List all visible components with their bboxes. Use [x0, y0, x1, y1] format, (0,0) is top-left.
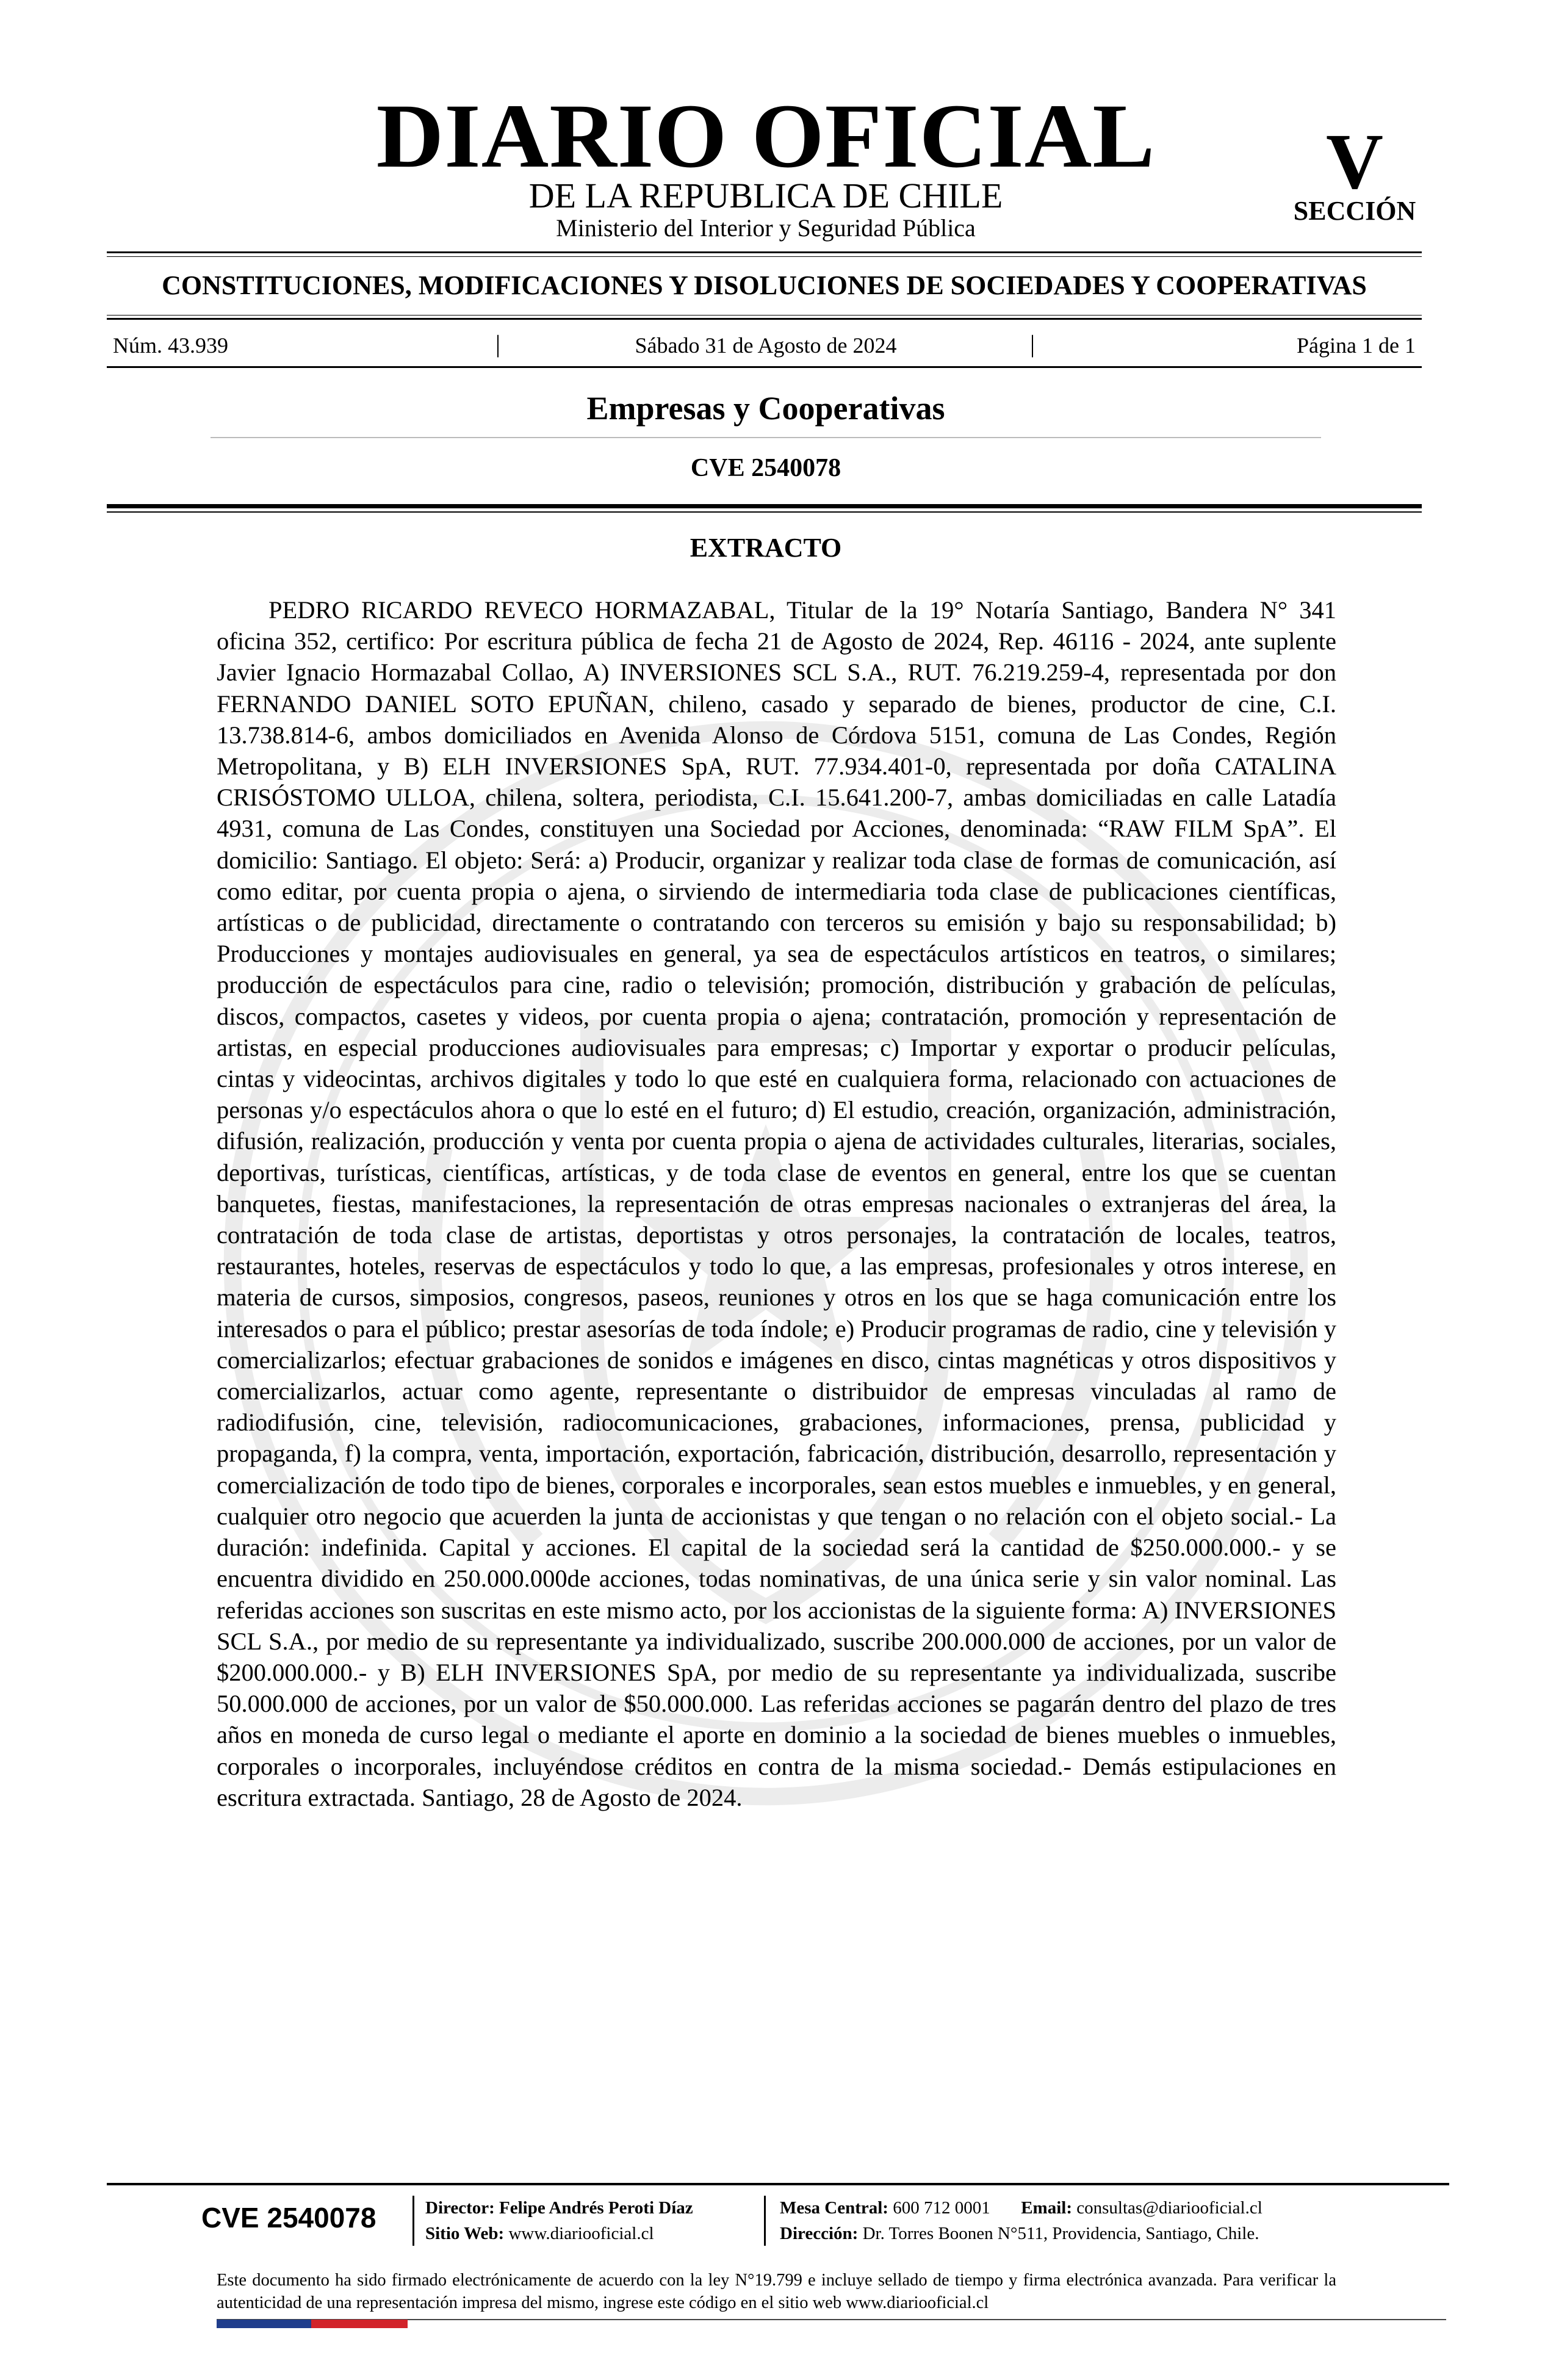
newspaper-subtitle: DE LA REPUBLICA DE CHILE — [528, 176, 1003, 215]
header-rule-mid-thin — [107, 315, 1422, 316]
footer-phone-email — [780, 2199, 1262, 2217]
category-title: Empresas y Cooperativas — [586, 390, 945, 427]
director-value: Felipe Andrés Peroti Díaz — [499, 2198, 693, 2218]
phone-label: Mesa Central: — [780, 2198, 888, 2218]
section-letter: V — [1326, 118, 1383, 206]
title-rule-thin — [107, 511, 1422, 513]
footer-divider — [764, 2196, 766, 2246]
flag-stripe-red — [311, 2320, 408, 2328]
newspaper-title: DIARIO OFICIAL — [376, 85, 1156, 187]
address-label: Dirección: — [780, 2224, 859, 2243]
website-label: Sitio Web: — [425, 2224, 505, 2243]
footer-director — [425, 2199, 693, 2217]
issue-separator: | — [495, 330, 501, 358]
extract-body: PEDRO RICARDO REVECO HORMAZABAL, Titular de la 19° Notaría Santiago, Bandera N° 341 oficina 352, certifico: Por escritura pública de fecha 21 de Agosto de 2024, Rep. 46116 - 2024, ante suplente Javier Ignacio Hormazabal Collao, A) INVERSIONES SCL S.A., RUT. 76.219.259-4, representada por don FERNANDO DANIEL SOTO EPUÑAN, chileno, casado y separado de bienes, productor de cine, C.I. 13.738.814-6, ambos domiciliados en Avenida Alonso de Córdova 5151, comuna de Las Condes, Región Metropolitana, y B) ELH INVERSIONES SpA, RUT. 77.934.401-0, representada por doña CATALINA CRISÓSTOMO ULLOA, chilena, soltera, periodista, C.I. 15.641.200-7, ambas domiciliadas en calle Latadía 4931, comuna de Las Condes, constituyen una Sociedad por Acciones, denominada: “RAW FILM SpA”. El domicilio: Santiago. El objeto: Será: a) Producir, organizar y realizar toda clase de formas de comunicación, así como editar, por cuenta propia o ajena, o sirviendo de intermediaria toda clase de publicaciones científicas, artísticas o de publicidad, directamente o contratando con terceros su emisión y bajo su responsabilidad; b) Producciones y montajes audiovisuales en general, ya sea de espectáculos artísticos en teatros, o similares; producción de espectáculos para cine, radio o televisión; promoción, distribución y grabación de películas, discos, compactos, casetes y videos, por cuenta propia o ajena; contratación, promoción y representación de artistas, en especial producciones audiovisuales para empresas; c) Importar y exportar o producir películas, cintas y videocintas, archivos digitales y todo lo que esté en cualquiera forma, relacionado con actuaciones de personas y/o espectáculos ahora o que lo esté en el futuro; d) El estudio, creación, organización, administración, difusión, realización, producción y venta por cuenta propia o ajena de actividades culturales, literarias, sociales, deportivas, turísticas, científicas, artísticas, y de toda clase de eventos en general, entre los que se cuentan banquetes, fiestas, manifestaciones, la representación de otras empresas nacionales o extranjeras del área, la contratación de toda clase de artistas, deportistas y otros personajes, la contratación de locales, teatros, restaurantes, hoteles, reservas de espectáculos y todo lo que, a las empresas, profesionales y otros interese, en materia de cursos, simposios, congresos, paseos, reuniones y otros en los que se haga comunicación entre los interesados o para el público; prestar asesorías de toda índole; e) Producir programas de radio, cine y televisión y comercializarlos; efectuar grabaciones de sonidos e imágenes en disco, cintas magnéticas y otros dispositivos y comercializarlos, actuar como agente, representante o distribuidor de empresas vinculadas al ramo de radiodifusión, cine, televisión, radiocomunicaciones, grabaciones, informaciones, prensa, publicidad y propaganda, f) la compra, venta, importación, exportación, fabricación, distribución, desarrollo, representación y comercialización de todo tipo de bienes, corporales e incorporales, sean estos muebles e inmuebles, y en general, cualquier otro negocio que acuerden la junta de accionistas y que tengan o no relación con el objeto social.- La duración: indefinida. Capital y acciones. El capital de la sociedad será la cantidad de $250.000.000.- y se encuentra dividido en 250.000.000de acciones, todas nominativas, de una única serie y sin valor nominal. Las referidas acciones son suscritas en este mismo acto, por los accionistas de la siguiente forma: A) INVERSIONES SCL S.A., por medio de su representante ya individualizado, suscribe 200.000.000 de acciones, por un valor de $200.000.000.- y B) ELH INVERSIONES SpA, por medio de su representante ya individualizada, suscribe 50.000.000 de acciones, por un valor de $50.000.000. Las referidas acciones se pagarán dentro del plazo de tres años en moneda de curso legal o mediante el aporte en dominio a la sociedad de bienes muebles o inmuebles, corporales o incorporales, incluyéndose créditos en contra de la misma sociedad.- Demás estipulaciones en escritura extractada. Santiago, 28 de Agosto de 2024. — [217, 596, 1336, 1811]
title-rule-thick — [107, 504, 1422, 508]
email-link[interactable]: consultas@diariooficial.cl — [1076, 2198, 1262, 2218]
footer-address — [780, 2225, 1259, 2243]
footer-cve-code: CVE 2540078 — [201, 2202, 376, 2234]
legal-notice: Este documento ha sido firmado electrónicamente de acuerdo con la ley N°19.799 e incluye sellado de tiempo y firma electrónica avanzada. Para verificar la autenticidad de una representación impresa del mismo, ingrese este código en el sitio web www.diariooficial.cl — [217, 2271, 1336, 2312]
email-label: Email: — [1021, 2198, 1072, 2218]
address-value: Dr. Torres Boonen N°511, Providencia, Santiago, Chile. — [862, 2224, 1259, 2243]
header-rule-mid — [107, 318, 1422, 320]
director-label: Director: — [425, 2198, 495, 2218]
cve-code: CVE 2540078 — [690, 454, 841, 482]
section-name: CONSTITUCIONES, MODIFICACIONES Y DISOLUCIONES DE SOCIEDADES Y COOPERATIVAS — [162, 270, 1367, 300]
issue-rule — [107, 366, 1422, 368]
phone-value: 600 712 0001 — [893, 2198, 990, 2218]
website-link[interactable]: www.diariooficial.cl — [508, 2224, 654, 2243]
flag-stripe-blue — [217, 2320, 311, 2328]
section-word: SECCIÓN — [1293, 196, 1416, 226]
header-rule-top-thin — [107, 256, 1422, 257]
issue-date: Sábado 31 de Agosto de 2024 — [635, 333, 897, 358]
issue-number: Núm. 43.939 — [113, 333, 228, 358]
footer-divider — [412, 2196, 414, 2246]
issue-page: Página 1 de 1 — [1297, 333, 1416, 358]
document-title: EXTRACTO — [690, 533, 842, 563]
category-rule — [211, 437, 1321, 438]
header-rule-top — [107, 251, 1422, 253]
footer-website — [425, 2225, 654, 2243]
ministry-line: Ministerio del Interior y Seguridad Pública — [556, 214, 976, 242]
issue-separator: | — [1030, 330, 1036, 358]
footer-rule — [107, 2183, 1449, 2185]
